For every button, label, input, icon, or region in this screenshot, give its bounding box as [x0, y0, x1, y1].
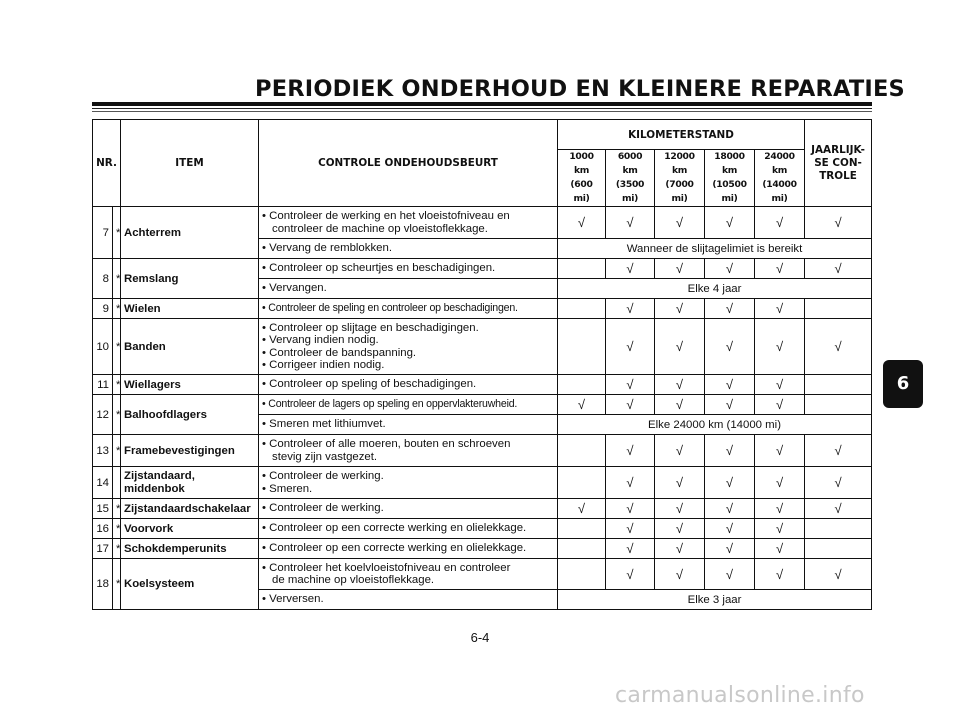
- header-item: ITEM: [121, 120, 259, 207]
- interval-km: 12000 km: [664, 151, 695, 176]
- check-mark: √: [606, 375, 655, 395]
- check-mark-empty: [558, 259, 606, 279]
- row-action: • Vervangen.: [259, 279, 558, 299]
- row-number: 12: [93, 395, 113, 435]
- check-mark: √: [805, 319, 872, 375]
- row-action: [259, 319, 558, 375]
- table-row: [93, 319, 872, 375]
- check-mark: √: [655, 259, 705, 279]
- row-star: *: [113, 559, 121, 610]
- row-action: • Controleer de lagers op speling en oppervlakteruwheid.: [259, 395, 558, 415]
- row-action: [259, 207, 558, 239]
- interval-mi: (7000 mi): [665, 179, 694, 204]
- action-line: • Corrigeer indien nodig.: [262, 358, 385, 371]
- check-mark: √: [655, 207, 705, 239]
- check-mark: √: [755, 499, 805, 519]
- row-action: [259, 435, 558, 467]
- check-mark: √: [606, 319, 655, 375]
- check-mark-empty: [558, 519, 606, 539]
- action-line: stevig zijn vastgezet.: [272, 450, 378, 463]
- table-row: [93, 559, 872, 590]
- check-mark: √: [655, 559, 705, 590]
- check-mark: √: [705, 559, 755, 590]
- row-star: *: [113, 519, 121, 539]
- row-item: Schokdemperunits: [121, 539, 259, 559]
- header-kilometerstand: KILOMETERSTAND: [558, 120, 805, 150]
- row-star: [113, 467, 121, 499]
- page-title: PERIODIEK ONDERHOUD EN KLEINERE REPARATIES: [255, 76, 905, 102]
- interval-note: Elke 3 jaar: [558, 590, 872, 610]
- row-number: 16: [93, 519, 113, 539]
- row-star: *: [113, 395, 121, 435]
- title-rule-thin: [92, 111, 872, 112]
- row-number: 18: [93, 559, 113, 610]
- check-mark: √: [655, 467, 705, 499]
- check-mark: √: [755, 559, 805, 590]
- row-action: • Controleer de speling en controleer op beschadigingen.: [259, 299, 558, 319]
- row-item: [121, 467, 259, 499]
- row-action: • Controleer op een correcte werking en olielekkage.: [259, 539, 558, 559]
- header-check: CONTROLE ONDEHOUDSBEURT: [259, 120, 558, 207]
- table-row: [93, 467, 872, 499]
- header-nr: NR.: [93, 120, 121, 207]
- table-row: [93, 499, 872, 519]
- interval-mi: (3500 mi): [615, 179, 645, 204]
- check-mark: √: [755, 259, 805, 279]
- header-yearly-line: SE CON-: [814, 156, 862, 169]
- row-star: *: [113, 319, 121, 375]
- interval-km: 6000 km: [617, 151, 643, 176]
- table-row: [93, 259, 872, 279]
- check-mark-empty: [805, 519, 872, 539]
- check-mark: √: [805, 499, 872, 519]
- row-action: • Controleer op scheurtjes en beschadigingen.: [259, 259, 558, 279]
- check-mark-empty: [558, 319, 606, 375]
- row-number: 13: [93, 435, 113, 467]
- check-mark: √: [755, 395, 805, 415]
- check-mark-empty: [558, 375, 606, 395]
- action-line: de machine op vloeistoflekkage.: [272, 574, 435, 586]
- header-yearly-line: JAARLIJK-: [811, 143, 865, 156]
- check-mark: √: [705, 299, 755, 319]
- row-number: 7: [93, 207, 113, 259]
- action-line: • Controleer de bandspanning.: [262, 346, 417, 359]
- check-mark-empty: [558, 559, 606, 590]
- row-number: 15: [93, 499, 113, 519]
- interval-km: 24000 km: [764, 151, 795, 176]
- check-mark-empty: [558, 467, 606, 499]
- action-line: • Controleer op slijtage en beschadigingen.: [262, 322, 479, 335]
- action-line: • Smeren.: [262, 482, 313, 495]
- interval-mi: (14000 mi): [762, 179, 797, 204]
- row-number: 8: [93, 259, 113, 299]
- check-mark: √: [606, 559, 655, 590]
- check-mark-empty: [805, 539, 872, 559]
- row-item: Wiellagers: [121, 375, 259, 395]
- item-line: Zijstandaard,: [124, 469, 195, 482]
- table-row: [93, 207, 872, 239]
- header-interval: [755, 150, 805, 207]
- header-interval: [705, 150, 755, 207]
- table-header-row: [93, 120, 872, 150]
- check-mark: √: [755, 519, 805, 539]
- check-mark-empty: [558, 435, 606, 467]
- title-rule-thin: [92, 108, 872, 109]
- check-mark: √: [655, 299, 705, 319]
- row-star: *: [113, 259, 121, 299]
- row-item: Koelsysteem: [121, 559, 259, 610]
- check-mark: √: [606, 259, 655, 279]
- row-action: • Controleer de werking.: [259, 499, 558, 519]
- check-mark: √: [655, 375, 705, 395]
- check-mark: √: [558, 499, 606, 519]
- check-mark-empty: [805, 299, 872, 319]
- check-mark: √: [705, 499, 755, 519]
- check-mark: √: [755, 539, 805, 559]
- table-row: [93, 395, 872, 415]
- interval-mi: (10500 mi): [712, 179, 747, 204]
- check-mark: √: [705, 207, 755, 239]
- check-mark: √: [805, 435, 872, 467]
- row-star: *: [113, 435, 121, 467]
- check-mark: √: [606, 519, 655, 539]
- row-item: Wielen: [121, 299, 259, 319]
- check-mark: √: [705, 435, 755, 467]
- row-number: 9: [93, 299, 113, 319]
- check-mark: √: [755, 319, 805, 375]
- row-item: Balhoofdlagers: [121, 395, 259, 435]
- page-number: 6-4: [470, 630, 490, 645]
- row-item: Zijstandaardschakelaar: [121, 499, 259, 519]
- item-line: middenbok: [124, 482, 185, 495]
- interval-mi: (600 mi): [570, 179, 593, 204]
- row-item: Banden: [121, 319, 259, 375]
- check-mark-empty: [558, 299, 606, 319]
- row-star: *: [113, 539, 121, 559]
- table-row: [93, 539, 872, 559]
- check-mark: √: [755, 375, 805, 395]
- watermark: carmanualsonline.info: [615, 683, 865, 708]
- check-mark: √: [805, 207, 872, 239]
- check-mark-empty: [805, 375, 872, 395]
- table-row: [93, 375, 872, 395]
- row-item: Remslang: [121, 259, 259, 299]
- row-star: *: [113, 299, 121, 319]
- check-mark: √: [606, 499, 655, 519]
- action-line: • Controleer de werking.: [262, 470, 384, 483]
- row-action: [259, 467, 558, 499]
- header-yearly: [805, 120, 872, 207]
- row-action: [259, 559, 558, 590]
- check-mark: √: [805, 559, 872, 590]
- maintenance-table: [92, 119, 872, 610]
- check-mark: √: [655, 519, 705, 539]
- header-interval: [655, 150, 705, 207]
- check-mark: √: [705, 539, 755, 559]
- table-row: [93, 435, 872, 467]
- check-mark: √: [705, 467, 755, 499]
- table-row: [93, 519, 872, 539]
- action-line: • Vervang indien nodig.: [262, 334, 379, 347]
- row-action: • Controleer op speling of beschadigingen.: [259, 375, 558, 395]
- title-rule-thick: [92, 102, 872, 106]
- row-action: • Verversen.: [259, 590, 558, 610]
- action-line: • Controleer de werking en het vloeistofniveau en: [262, 210, 510, 223]
- row-star: *: [113, 375, 121, 395]
- chapter-tab[interactable]: 6: [883, 360, 923, 408]
- interval-km: 1000 km: [569, 151, 594, 176]
- check-mark: √: [705, 519, 755, 539]
- row-action: • Smeren met lithiumvet.: [259, 415, 558, 435]
- row-star: *: [113, 207, 121, 259]
- interval-km: 18000 km: [714, 151, 745, 176]
- check-mark: √: [755, 467, 805, 499]
- check-mark: √: [805, 259, 872, 279]
- row-action: • Controleer op een correcte werking en olielekkage.: [259, 519, 558, 539]
- check-mark: √: [655, 539, 705, 559]
- check-mark: √: [705, 395, 755, 415]
- check-mark: √: [705, 375, 755, 395]
- check-mark: √: [705, 319, 755, 375]
- row-item: Voorvork: [121, 519, 259, 539]
- check-mark: √: [705, 259, 755, 279]
- check-mark: √: [655, 435, 705, 467]
- header-yearly-line: TROLE: [819, 169, 857, 182]
- check-mark: √: [805, 467, 872, 499]
- row-item: Framebevestigingen: [121, 435, 259, 467]
- check-mark: √: [606, 207, 655, 239]
- check-mark-empty: [805, 395, 872, 415]
- interval-note: Wanneer de slijtagelimiet is bereikt: [558, 239, 872, 259]
- header-interval: [558, 150, 606, 207]
- check-mark: √: [606, 395, 655, 415]
- header-interval: [606, 150, 655, 207]
- check-mark: √: [755, 207, 805, 239]
- check-mark: √: [655, 395, 705, 415]
- check-mark: √: [655, 499, 705, 519]
- check-mark: √: [755, 435, 805, 467]
- action-line: • Controleer het koelvloeistofniveau en controleer: [262, 561, 511, 574]
- row-number: 11: [93, 375, 113, 395]
- action-line: • Controleer of alle moeren, bouten en schroeven: [262, 438, 511, 451]
- check-mark: √: [755, 299, 805, 319]
- row-item: Achterrem: [121, 207, 259, 259]
- check-mark: √: [558, 207, 606, 239]
- check-mark: √: [606, 467, 655, 499]
- row-action: • Vervang de remblokken.: [259, 239, 558, 259]
- check-mark: √: [606, 435, 655, 467]
- check-mark: √: [558, 395, 606, 415]
- row-number: 10: [93, 319, 113, 375]
- row-number: 17: [93, 539, 113, 559]
- table-row: [93, 299, 872, 319]
- row-number: 14: [93, 467, 113, 499]
- action-line: controleer de machine op vloeistoflekkage.: [272, 222, 488, 235]
- row-star: *: [113, 499, 121, 519]
- interval-note: Elke 24000 km (14000 mi): [558, 415, 872, 435]
- check-mark: √: [655, 319, 705, 375]
- check-mark: √: [606, 299, 655, 319]
- check-mark-empty: [558, 539, 606, 559]
- check-mark: √: [606, 539, 655, 559]
- interval-note: Elke 4 jaar: [558, 279, 872, 299]
